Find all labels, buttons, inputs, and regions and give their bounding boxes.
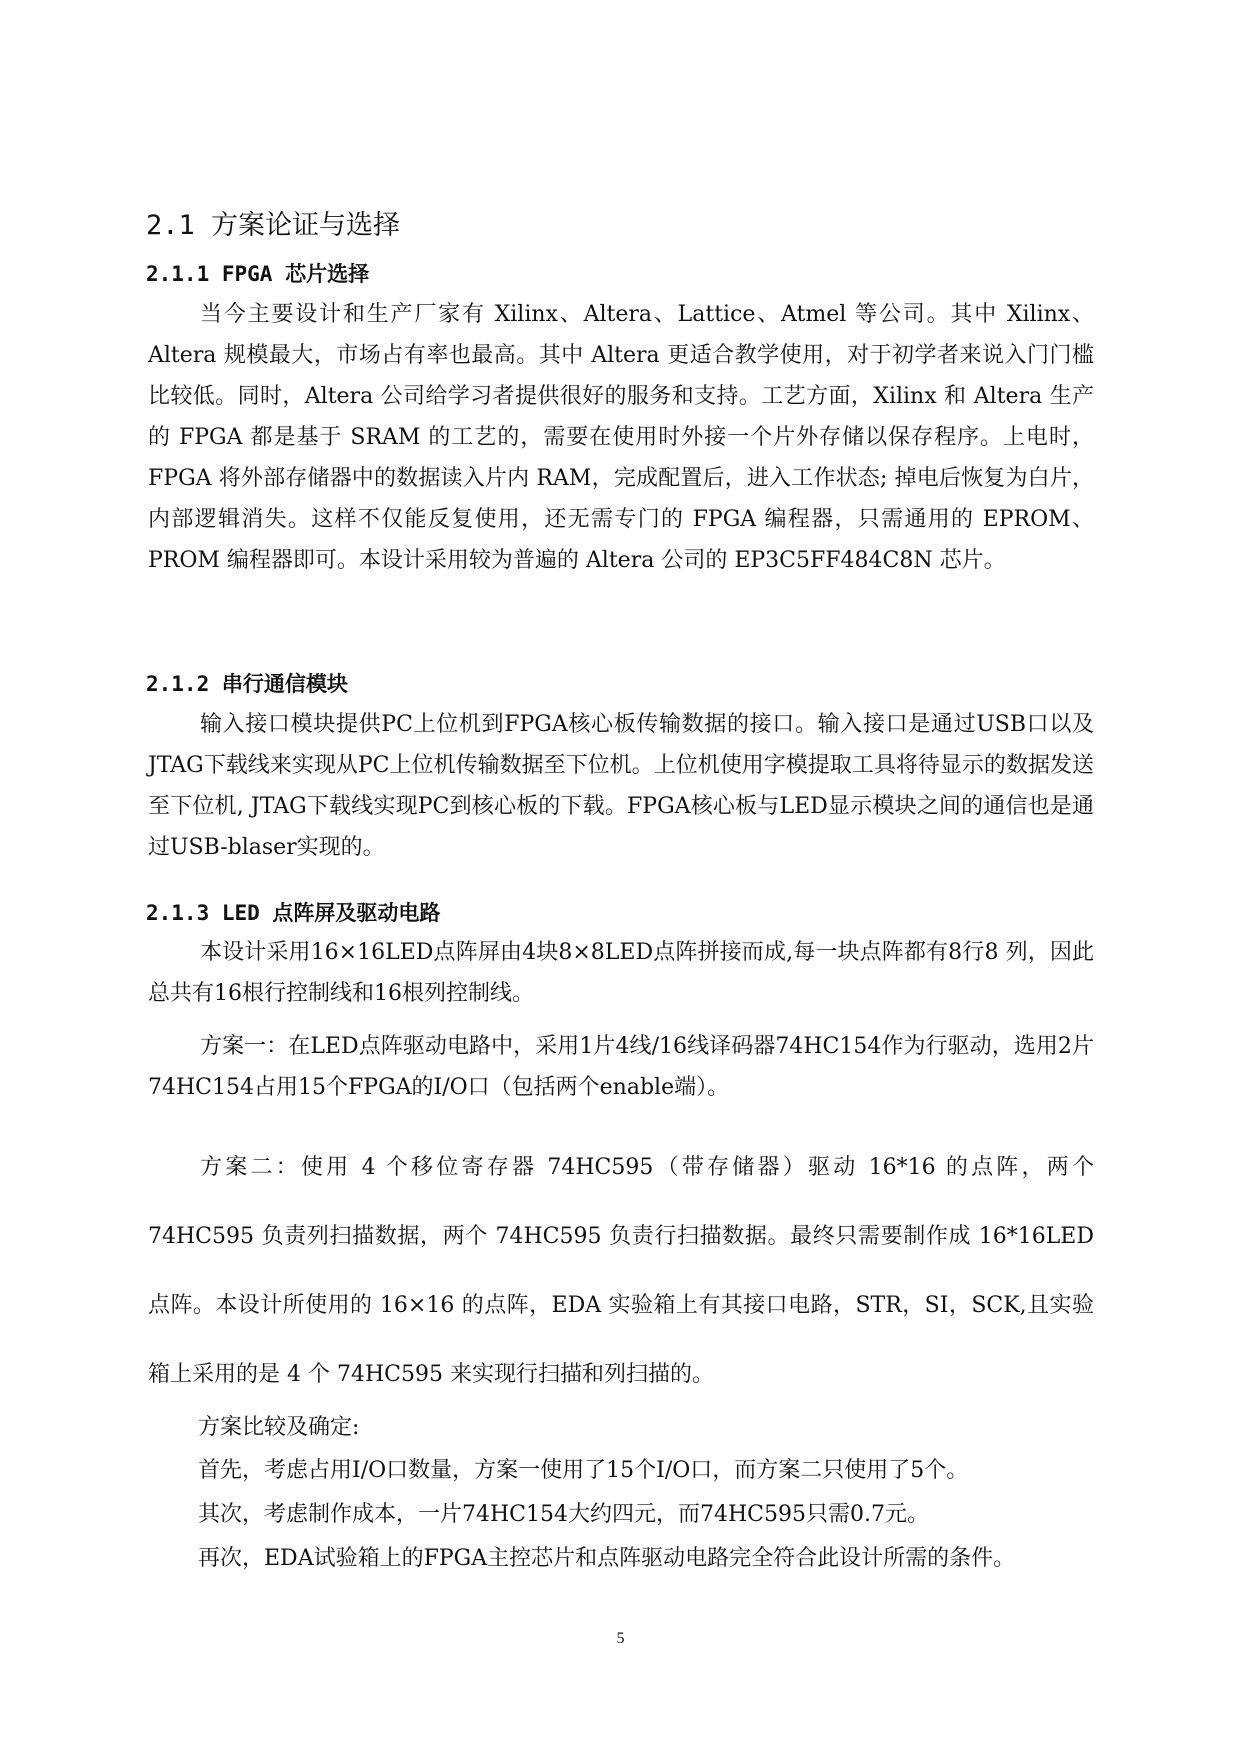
paragraph-serial bbox=[148, 704, 1094, 868]
paragraph-text: 输入接口模块提供PC上位机到FPGA核心板传输数据的接口。输入接口是通过USB口以及JTAG下载线来实现从PC上位机传输数据至下位机。上位机使用字模提取工具将待显示的数据发送至下位机, JTAG下载线实现PC到核心板的下载。FPGA核心板与LED显示模块之间的通信也是通过USB-blaser实现的。 bbox=[148, 712, 1094, 860]
paragraph-text: 当今主要设计和生产厂家有 Xilinx、Altera、Lattice、Atmel 等公司。其中 Xilinx、Altera 规模最大，市场占有率也最高。其中 Altera 更适合教学使用，对于初学者来说入门门槛比较低。同时，Altera 公司给学习者提供很好的服务和支持。工艺方面，Xilinx 和 Altera 生产的 FPGA 都是基于 SRAM 的工艺的，需要在使用时外接一个片外存储以保存程序。上电时，FPGA 将外部存储器中的数据读入片内 RAM，完成配置后，进入工作状态; 掉电后恢复为白片，内部逻辑消失。这样不仅能反复使用，还无需专门的 FPGA 编程器，只需通用的 EPROM、PROM 编程器即可。本设计采用较为普遍的 Altera 公司的 EP3C5FF484C8N 芯片。 bbox=[148, 302, 1094, 573]
paragraph-fpga bbox=[148, 294, 1094, 581]
subsection-title-fpga: 2.1.1 FPGA 芯片选择 bbox=[146, 262, 370, 286]
subsection-title-led: 2.1.3 LED 点阵屏及驱动电路 bbox=[146, 901, 441, 925]
paragraph-led-intro bbox=[148, 932, 1094, 1014]
paragraph-text: 本设计采用16×16LED点阵屏由4块8×8LED点阵拼接而成,每一块点阵都有8行8 列，因此总共有16根行控制线和16根列控制线。 bbox=[148, 940, 1094, 1006]
compare-line-3: 再次，EDA试验箱上的FPGA主控芯片和点阵驱动电路完全符合此设计所需的条件。 bbox=[198, 1546, 1016, 1571]
compare-line-2: 其次，考虑制作成本，一片74HC154大约四元，而74HC595只需0.7元。 bbox=[198, 1502, 929, 1527]
compare-title: 方案比较及确定: bbox=[198, 1415, 360, 1440]
paragraph-scheme-two bbox=[148, 1133, 1094, 1409]
paragraph-scheme-one bbox=[148, 1026, 1094, 1108]
subsection-title-serial: 2.1.2 串行通信模块 bbox=[146, 672, 348, 696]
paragraph-text: 方案一：在LED点阵驱动电路中，采用1片4线/16线译码器74HC154作为行驱动，选用2片74HC154占用15个FPGA的I/O口（包括两个enable端）。 bbox=[148, 1034, 1094, 1100]
page-number: 5 bbox=[616, 1630, 625, 1647]
section-title: 2.1 方案论证与选择 bbox=[146, 210, 401, 241]
paragraph-text: 方案二：使用 4 个移位寄存器 74HC595（带存储器）驱动 16*16 的点阵，两个 74HC595 负责列扫描数据，两个 74HC595 负责行扫描数据。最终只需要制作成 16*16LED 点阵。本设计所使用的 16×16 的点阵，EDA 实验箱上有其接口电路，STR，SI，SCK,且实验箱上采用的是 4 个 74HC595 来实现行扫描和列扫描的。 bbox=[148, 1155, 1094, 1387]
compare-line-1: 首先，考虑占用I/O口数量，方案一使用了15个I/O口，而方案二只使用了5个。 bbox=[198, 1458, 969, 1483]
